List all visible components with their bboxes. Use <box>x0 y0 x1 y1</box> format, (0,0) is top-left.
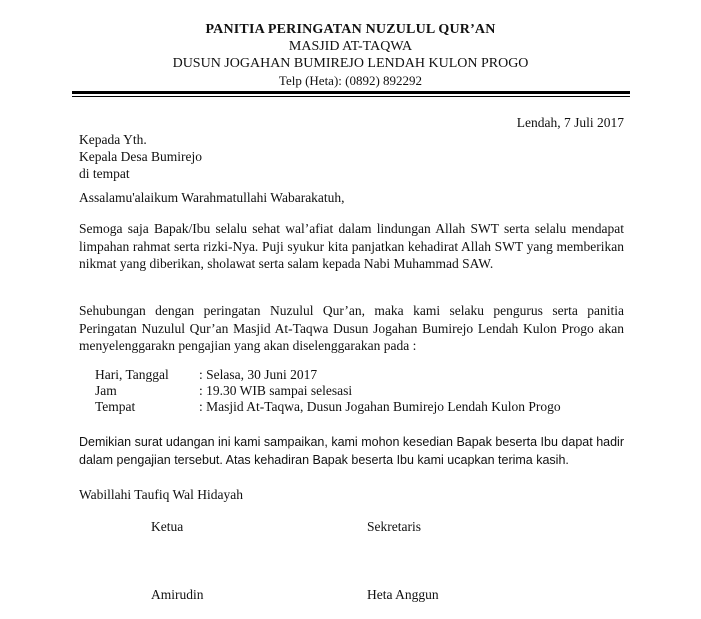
detail-label: Tempat <box>95 399 136 414</box>
detail-row-date <box>95 366 317 383</box>
closing-paragraph: Demikian surat udangan ini kami sampaikan, kami mohon kesedian Bapak beserta Ibu dapat hadir dalam pengajian tersebut. Atas kehadiran Bapak beserta Ibu kami ucapkan terima kasih. <box>79 435 624 467</box>
letterhead-phone: Telp (Heta): (0892) 892292 <box>278 73 423 88</box>
detail-label: Jam <box>95 383 117 398</box>
detail-value: : Masjid At-Taqwa, Dusun Jogahan Bumirejo Lendah Kulon Progo <box>199 399 561 414</box>
letterhead-divider-thick <box>72 91 630 94</box>
detail-row-place <box>95 398 561 415</box>
letterhead-address: DUSUN JOGAHAN BUMIREJO LENDAH KULON PROGO <box>172 56 529 71</box>
salutation: Assalamu'alaikum Warahmatullahi Wabarakatuh, <box>79 190 345 205</box>
purpose-paragraph: Sehubungan dengan peringatan Nuzulul Qur’an, maka kami selaku pengurus serta panitia Peringatan Nuzulul Qur’an Masjid At-Taqwa Dusun Jogahan Bumirejo Lendah Kulon Progo akan menyelenggarakn pengajian yang akan diselenggarakan pada : <box>79 303 624 353</box>
recipient-greeting: Kepada Yth. <box>79 132 147 147</box>
closing-greeting: Wabillahi Taufiq Wal Hidayah <box>79 487 243 502</box>
signature-title-secretary: Sekretaris <box>367 519 421 534</box>
signature-name-chairman: Amirudin <box>151 587 204 602</box>
letterhead-divider-thin <box>72 96 630 97</box>
detail-value: : Selasa, 30 Juni 2017 <box>199 367 318 382</box>
detail-value: : 19.30 WIB sampai selesasi <box>199 383 353 398</box>
detail-label: Hari, Tanggal <box>95 367 169 382</box>
recipient-name: Kepala Desa Bumirejo <box>79 149 202 164</box>
recipient-location: di tempat <box>79 166 130 181</box>
signature-name-secretary: Heta Anggun <box>367 587 439 602</box>
letterhead-mosque: MASJID AT-TAQWA <box>288 39 413 54</box>
letterhead-committee: PANITIA PERINGATAN NUZULUL QUR’AN <box>205 22 496 37</box>
letter-date: Lendah, 7 Juli 2017 <box>516 115 624 130</box>
opening-paragraph: Semoga saja Bapak/Ibu selalu sehat wal’afiat dalam lindungan Allah SWT serta selalu mendapat limpahan rahmat serta rizki-Nya. Puji syukur kita panjatkan kehadirat Allah SWT yang memberikan nikmat yang diberikan, sholawat serta salam kepada Nabi Muhammad SAW. <box>79 221 624 271</box>
detail-row-time <box>95 382 352 399</box>
signature-title-chairman: Ketua <box>151 519 184 534</box>
